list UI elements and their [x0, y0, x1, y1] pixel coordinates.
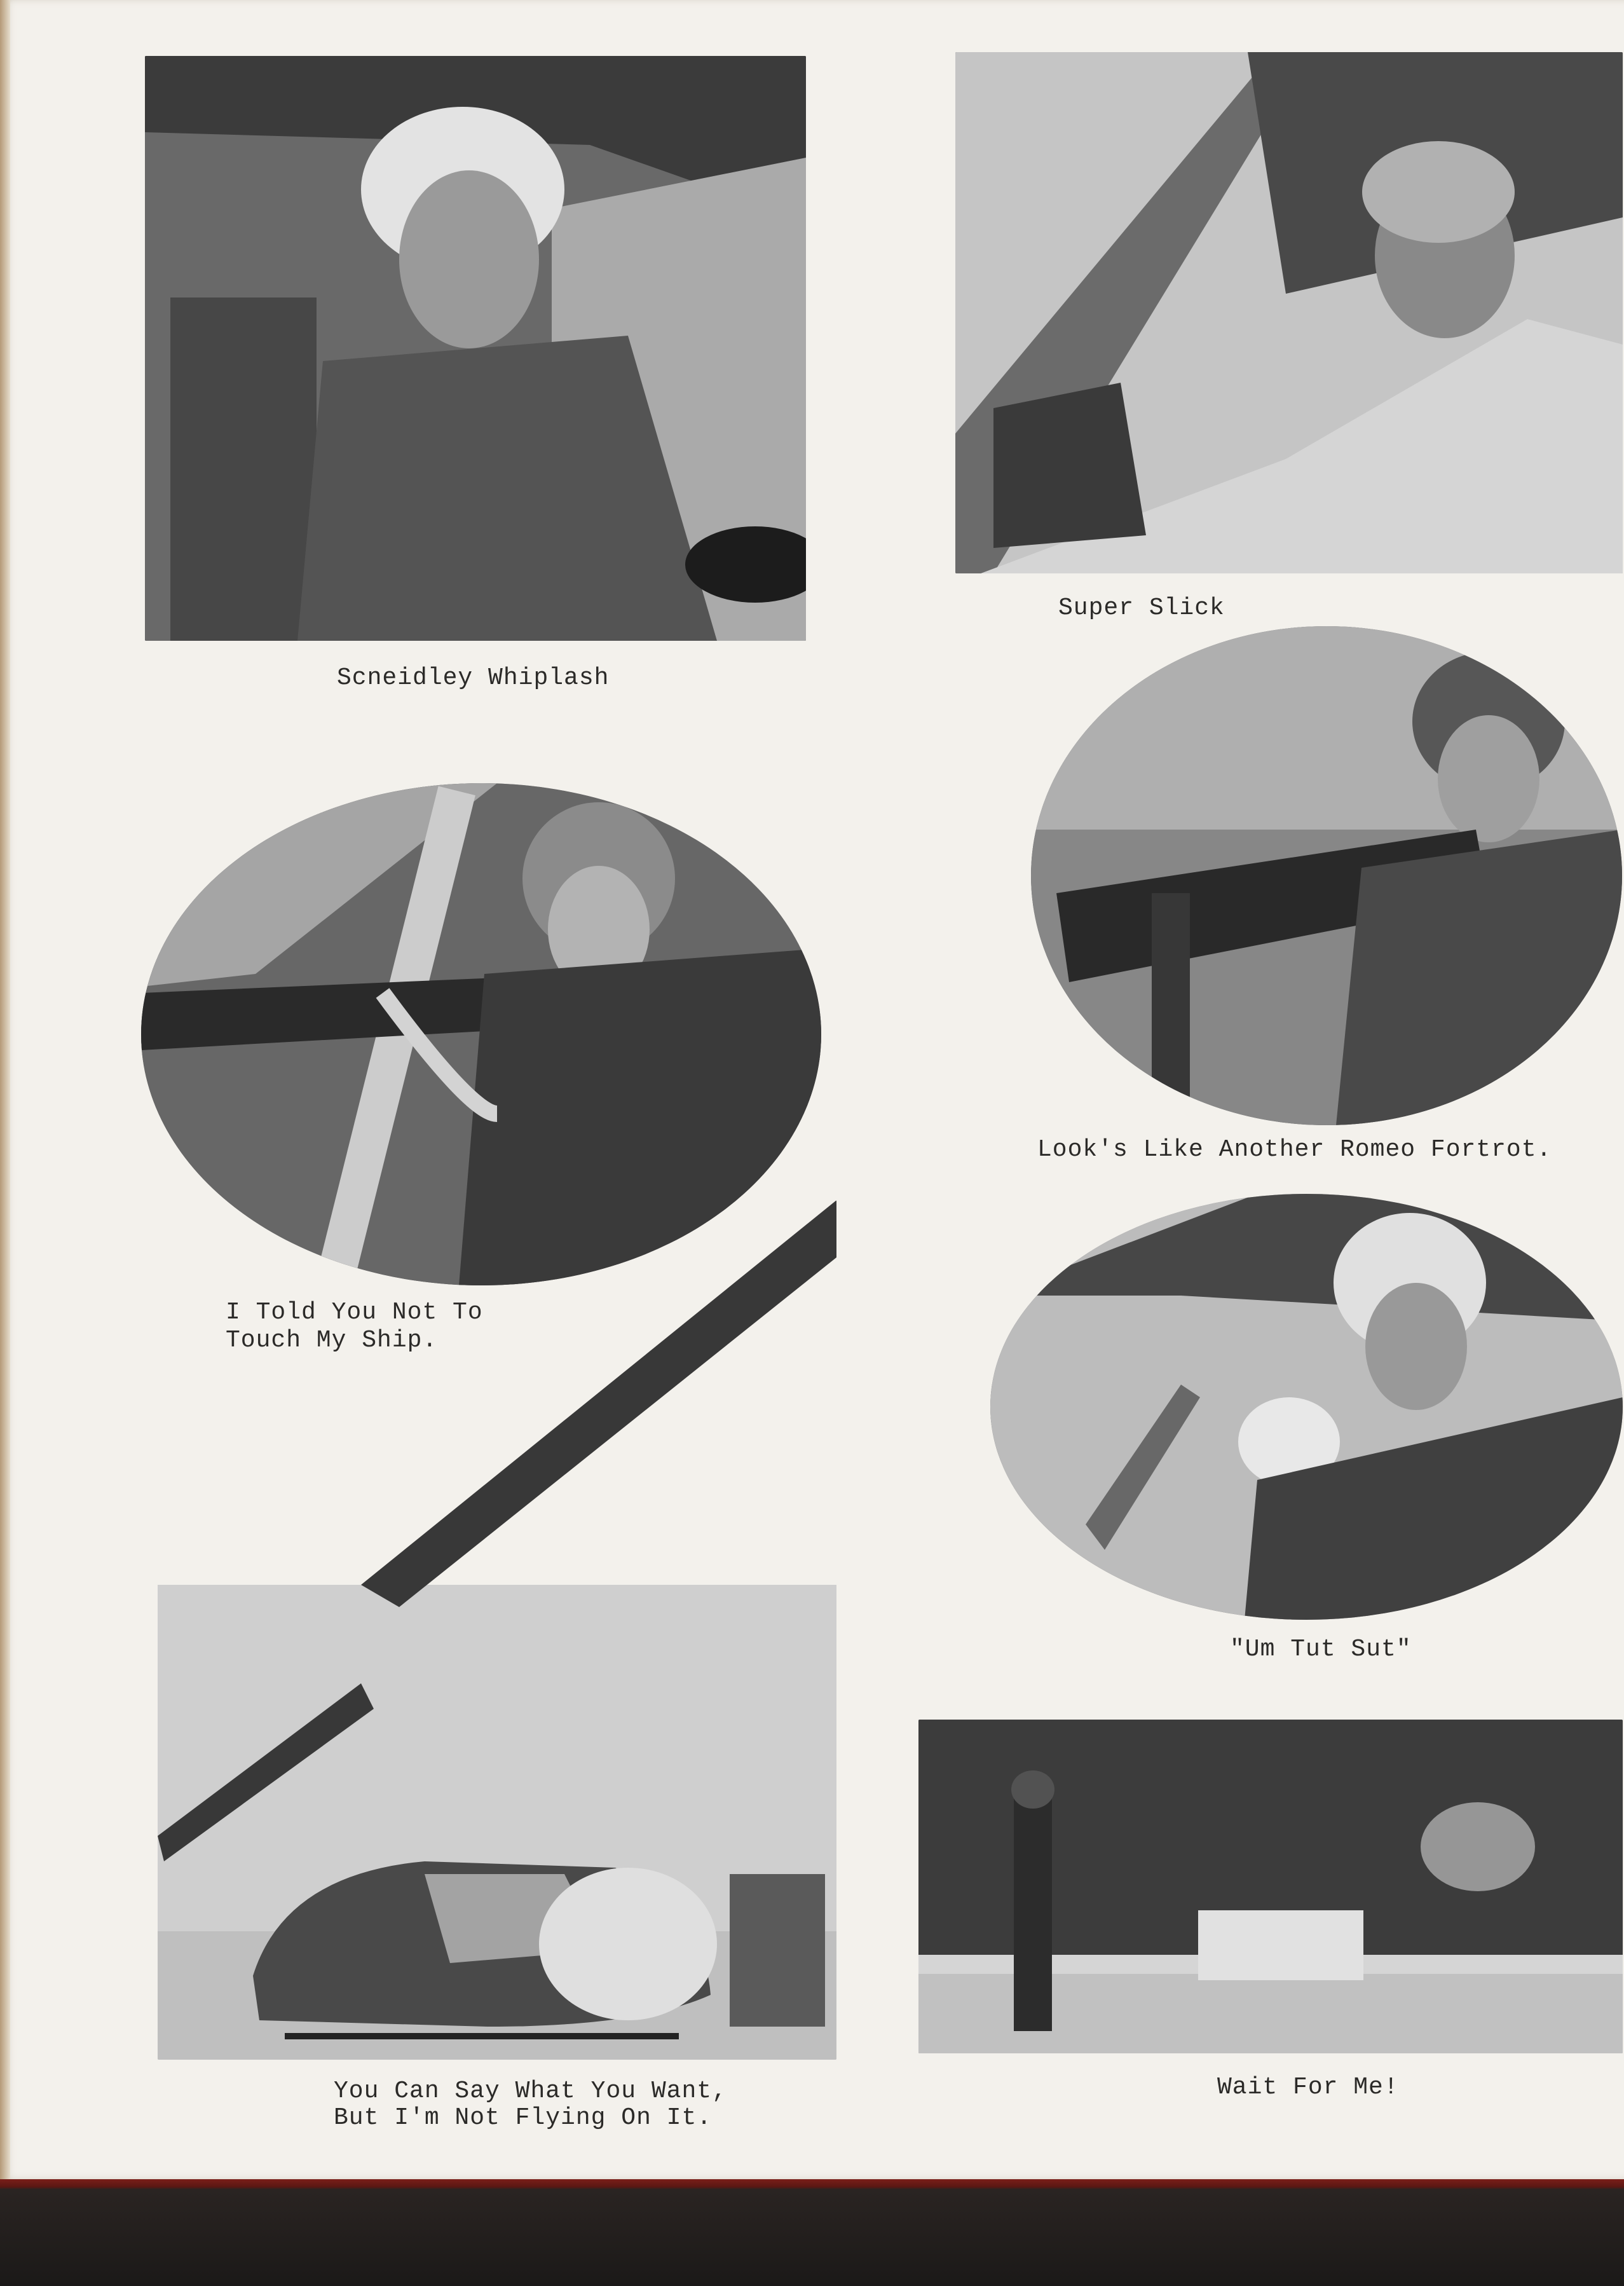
pilot-in-cockpit-photo [145, 56, 806, 641]
soldier-signaling-helicopter-photo [918, 1720, 1623, 2053]
caption-say-what-you-want-line2: But I'm Not Flying On It. [334, 2104, 713, 2132]
caption-touch-my-ship-line1: I Told You Not To [226, 1299, 483, 1326]
caption-romeo-fortrot: Look's Like Another Romeo Fortrot. [1037, 1136, 1552, 1163]
caption-scneidley-whiplash: Scneidley Whiplash [337, 664, 610, 692]
caption-say-what-you-want-line1: You Can Say What You Want, [334, 2077, 727, 2105]
page-binding-edge [0, 0, 10, 2179]
pilot-at-controls-photo [955, 52, 1623, 573]
crew-in-cockpit-oval-photo [990, 1194, 1623, 1620]
door-gunner-oval-photo [1031, 626, 1622, 1125]
caption-touch-my-ship-line2: Touch My Ship. [226, 1327, 438, 1354]
book-bottom-edge [0, 2179, 1624, 2286]
caption-super-slick: Super Slick [1058, 594, 1225, 622]
caption-wait-for-me: Wait For Me! [1217, 2074, 1399, 2101]
caption-um-tut-sut: "Um Tut Sut" [1230, 1636, 1412, 1663]
